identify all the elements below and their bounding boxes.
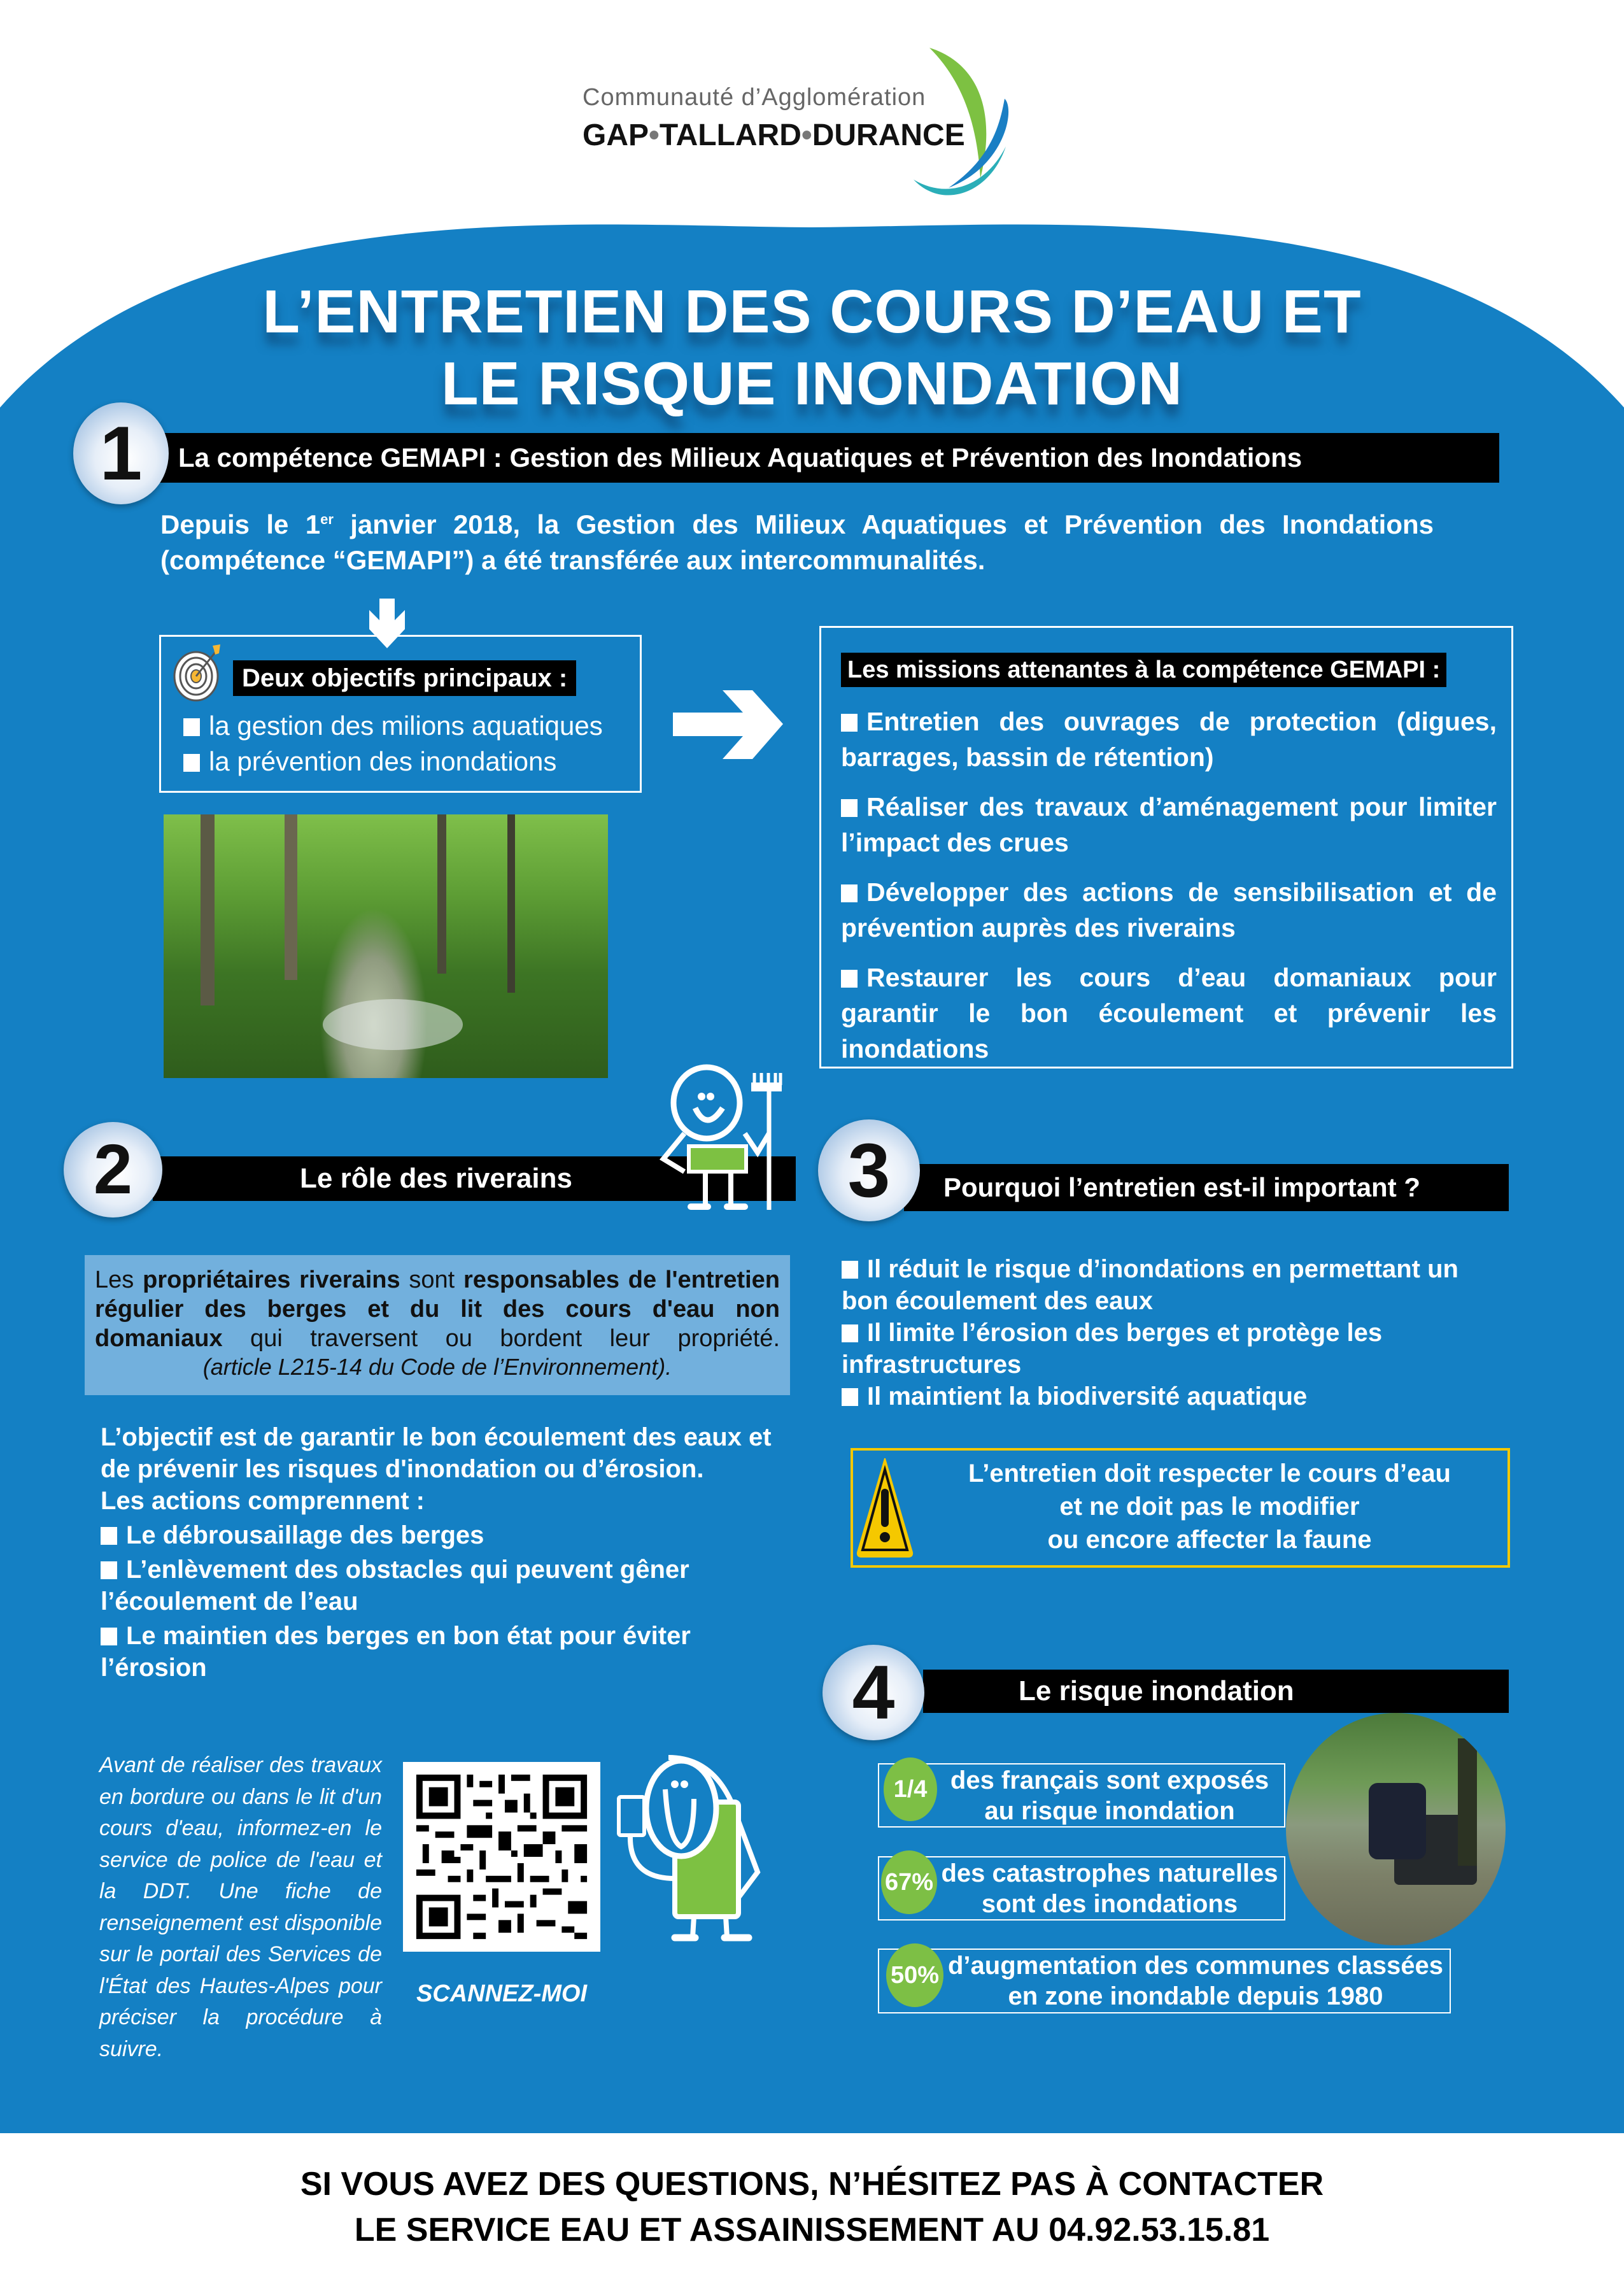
- logo-line2: GAP•TALLARD•DURANCE: [583, 118, 965, 152]
- flood-photo: [1286, 1713, 1506, 1945]
- action-item: [101, 1519, 788, 1551]
- section4-number: 4: [852, 1650, 895, 1735]
- stat-text-line: des catastrophes naturelles: [941, 1859, 1278, 1887]
- objective-item: [183, 708, 639, 744]
- section3-list: [842, 1253, 1510, 1412]
- intro-text-b: janvier 2018, la Gestion des Milieux Aquatiques et Prévention des Inondations (compétence “GEMAPI”) a été transférée aux intercommunalités.: [160, 509, 1434, 575]
- missions-label: [841, 653, 1446, 687]
- stat-box: [878, 1949, 1451, 2013]
- bullet-square-icon: [841, 714, 858, 732]
- stat-box: [878, 1763, 1285, 1828]
- action-item: [101, 1554, 788, 1617]
- riverains-text-c: sont: [400, 1267, 463, 1293]
- objective-item-text: la gestion des milions aquatiques: [209, 711, 603, 741]
- riverains-text-d: responsables de l'entretien régulier des berges et du lit des cours d'eau non domaniaux: [95, 1267, 780, 1352]
- action-item-text: L’enlèvement des obstacles qui peuvent gêner l’écoulement de l’eau: [101, 1556, 689, 1615]
- mascot-phone-icon: [605, 1751, 764, 1942]
- warning-line: ou encore affecter la faune: [1047, 1526, 1372, 1554]
- missions-list: [841, 704, 1497, 1067]
- section2-actions-label: Les actions comprennent :: [101, 1487, 425, 1515]
- objective-item-text: la prévention des inondations: [209, 746, 557, 776]
- title-line-1: L’ENTRETIEN DES COURS D’EAU ET: [262, 278, 1362, 346]
- logo-word-gap: GAP: [583, 118, 649, 152]
- mission-item-text: Entretien des ouvrages de protection (digues, barrages, bassin de rétention): [841, 707, 1497, 772]
- qr-label: SCANNEZ-MOI: [416, 1980, 588, 2007]
- footer-line-1: SI VOUS AVEZ DES QUESTIONS, N’HÉSITEZ PAS À CONTACTER: [300, 2166, 1324, 2203]
- section2-objective: L’objectif est de garantir le bon écoulement des eaux et de prévenir les risques d'inondation ou d’érosion.: [101, 1423, 772, 1483]
- stat-text-line: en zone inondable depuis 1980: [1008, 1982, 1383, 2010]
- title-line-2: LE RISQUE INONDATION: [441, 350, 1183, 418]
- stat-box: [878, 1856, 1285, 1920]
- logo: [579, 38, 1038, 204]
- stat-badge: 1/4: [884, 1757, 937, 1821]
- bullet-square-icon: [183, 754, 200, 772]
- bullet-square-icon: [842, 1388, 858, 1406]
- qr-code-pattern: [403, 1762, 600, 1952]
- bullet-square-icon: [842, 1261, 858, 1279]
- mission-item: [841, 960, 1497, 1067]
- section4-heading-bar: [923, 1670, 1509, 1713]
- section1-number-badge: [73, 402, 169, 504]
- section3-heading: Pourquoi l’entretien est-il important ?: [943, 1172, 1421, 1202]
- riverains-text-a: Les: [95, 1267, 143, 1293]
- reason-item-text: Il maintient la biodiversité aquatique: [867, 1382, 1308, 1410]
- reason-item-text: Il réduit le risque d’inondations en permettant un bon écoulement des eaux: [842, 1255, 1458, 1315]
- mission-item: [841, 704, 1497, 775]
- bullet-square-icon: [101, 1561, 117, 1579]
- bullet-square-icon: [841, 884, 858, 902]
- mission-item: [841, 874, 1497, 946]
- section2-number-badge: [64, 1122, 162, 1218]
- qr-code[interactable]: [403, 1762, 600, 1952]
- mission-item-text: Restaurer les cours d’eau domaniaux pour garantir le bon écoulement et prévenir les inondations: [841, 963, 1497, 1063]
- warning-line: et ne doit pas le modifier: [1059, 1493, 1360, 1521]
- section1-intro: [160, 502, 1434, 578]
- riverains-text-e: qui traversent ou bordent leur propriété.: [222, 1325, 780, 1352]
- objective-item: [183, 744, 639, 779]
- objectives-label-text: Deux objectifs principaux :: [233, 660, 576, 696]
- intro-sup: er: [320, 511, 334, 527]
- section2-number: 2: [93, 1130, 133, 1209]
- section3-number: 3: [847, 1128, 891, 1213]
- stat-text-line: des français sont exposés: [950, 1766, 1269, 1794]
- reason-item: [842, 1253, 1510, 1317]
- mascot-rake-icon: [656, 1063, 783, 1216]
- arrow-right-icon: [673, 689, 784, 762]
- section2-notice: Avant de réaliser des travaux en bordure ou dans le lit d'un cours d'eau, informez-en le service de police de l'eau et la DDT. Une fiche de renseignement est disponible sur le portail des Services de l'État des Hautes-Alpes pour préciser la procédure à suivre.: [99, 1753, 382, 2061]
- action-item-text: Le maintien des berges en bon état pour éviter l’érosion: [101, 1622, 691, 1682]
- reason-item-text: Il limite l’érosion des berges et protège les infrastructures: [842, 1319, 1383, 1379]
- section3-number-badge: [818, 1119, 920, 1221]
- bullet-square-icon: [841, 970, 858, 988]
- riverains-highlight-box: [85, 1255, 790, 1395]
- section1-number: 1: [99, 411, 143, 496]
- section1-heading-bar: [159, 433, 1499, 483]
- riverains-text-b: propriétaires riverains: [143, 1267, 400, 1293]
- action-item: [101, 1620, 788, 1684]
- logo-word-durance: DURANCE: [812, 118, 965, 152]
- footer-line-2: LE SERVICE EAU ET ASSAINISSEMENT AU 04.92.53.15.81: [354, 2212, 1270, 2248]
- stat-text-line: d’augmentation des communes classées: [947, 1952, 1444, 1980]
- section4-heading: Le risque inondation: [1019, 1675, 1294, 1707]
- missions-label-text: Les missions attenantes à la compétence GEMAPI :: [841, 653, 1446, 687]
- footer: [0, 2133, 1624, 2279]
- bullet-square-icon: [101, 1628, 117, 1645]
- warning-icon: [856, 1458, 914, 1558]
- stat-text-line: sont des inondations: [981, 1889, 1238, 1918]
- target-icon: [173, 643, 224, 704]
- river-photo: [164, 814, 608, 1078]
- riverains-text: [95, 1265, 780, 1353]
- logo-line1: Communauté d’Agglomération: [583, 84, 926, 111]
- objectives-label: [233, 660, 576, 696]
- section1-heading: La compétence GEMAPI : Gestion des Milieux Aquatiques et Prévention des Inondations: [178, 443, 1303, 472]
- bullet-square-icon: [101, 1527, 117, 1545]
- bullet-square-icon: [842, 1324, 858, 1342]
- objectives-list: [183, 708, 639, 779]
- stat-text-line: au risque inondation: [984, 1796, 1235, 1825]
- stat-badge: 67%: [881, 1850, 937, 1914]
- section2-heading: Le rôle des riverains: [300, 1163, 572, 1194]
- stat-badge: 50%: [886, 1943, 943, 2007]
- section3-heading-bar: [904, 1164, 1509, 1211]
- section2-body: [101, 1421, 788, 1684]
- mission-item-text: Réaliser des travaux d’aménagement pour limiter l’impact des crues: [841, 792, 1497, 857]
- mission-item-text: Développer des actions de sensibilisation et de prévention auprès des riverains: [841, 877, 1497, 942]
- action-item-text: Le débrousaillage des berges: [126, 1521, 484, 1549]
- warning-line: L’entretien doit respecter le cours d’eau: [968, 1459, 1451, 1487]
- reason-item: [842, 1381, 1510, 1412]
- section4-number-badge: [823, 1645, 924, 1740]
- mission-item: [841, 789, 1497, 860]
- warning-text: [917, 1457, 1502, 1556]
- bullet-square-icon: [841, 799, 858, 817]
- intro-text-a: Depuis le 1: [160, 509, 321, 539]
- riverains-citation: (article L215-14 du Code de l’Environnement).: [202, 1354, 672, 1380]
- logo-word-tallard: TALLARD: [659, 118, 801, 152]
- logo-swoosh-icon: [853, 38, 1019, 204]
- reason-item: [842, 1317, 1510, 1381]
- bullet-square-icon: [183, 718, 200, 736]
